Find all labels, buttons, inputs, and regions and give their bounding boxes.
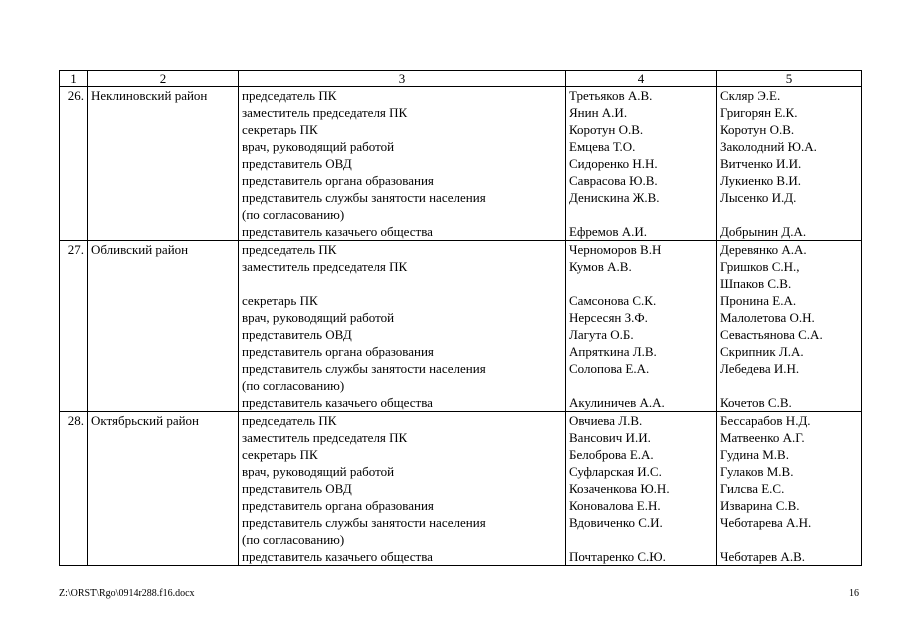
role-line: представитель казачьего общества bbox=[242, 395, 433, 410]
chair-name: Почтаренко С.Ю. bbox=[569, 549, 666, 564]
deputy-name: Григорян Е.К. bbox=[720, 105, 798, 120]
chair-name: Нерсесян З.Ф. bbox=[569, 310, 648, 325]
chair-name: Суфларская И.С. bbox=[569, 464, 662, 479]
chair-name bbox=[569, 275, 713, 292]
role-line: представитель службы занятости населения bbox=[242, 361, 486, 376]
deputy-name: Бессарабов Н.Д. bbox=[720, 413, 811, 428]
deputy-name: Заколодний Ю.А. bbox=[720, 139, 817, 154]
roles-cell bbox=[239, 87, 566, 241]
chair-name: Белоброва Е.А. bbox=[569, 447, 654, 462]
chair-name: Солопова Е.А. bbox=[569, 361, 650, 376]
chair-name: Самсонова С.К. bbox=[569, 293, 657, 308]
chair-name: Янин А.И. bbox=[569, 105, 628, 120]
table-body bbox=[60, 87, 862, 566]
deputy-name: Гилсва Е.С. bbox=[720, 481, 785, 496]
role-line: представитель органа образования bbox=[242, 344, 434, 359]
header-cell-4: 4 bbox=[566, 71, 717, 87]
role-line: представитель казачьего общества bbox=[242, 224, 433, 239]
deputy-name: Севастьянова С.А. bbox=[720, 327, 823, 342]
role-line: председатель ПК bbox=[242, 413, 337, 428]
chair-name: Черноморов В.Н bbox=[569, 242, 662, 257]
deputy-name: Скрипник Л.А. bbox=[720, 344, 804, 359]
role-line: секретарь ПК bbox=[242, 447, 318, 462]
district-name: Неклиновский район bbox=[88, 87, 239, 241]
deputy-name: Лысенко И.Д. bbox=[720, 190, 797, 205]
deputy-name: Коротун О.В. bbox=[720, 122, 795, 137]
deputy-name: Изварина С.В. bbox=[720, 498, 800, 513]
role-line: (по согласованию) bbox=[242, 378, 345, 393]
deputy-name: Матвеенко А.Г. bbox=[720, 430, 805, 445]
role-line: представитель ОВД bbox=[242, 481, 352, 496]
row-number: 27. bbox=[60, 241, 88, 412]
role-line: представитель ОВД bbox=[242, 156, 352, 171]
roles-cell bbox=[239, 241, 566, 412]
deputies-cell bbox=[717, 241, 862, 412]
deputy-name bbox=[720, 206, 858, 223]
header-cell-2: 2 bbox=[88, 71, 239, 87]
chair-name: Кумов А.В. bbox=[569, 259, 632, 274]
deputy-name: Чеботарев А.В. bbox=[720, 549, 805, 564]
chair-name: Сидоренко Н.Н. bbox=[569, 156, 658, 171]
deputies-cell bbox=[717, 412, 862, 566]
role-line: представитель органа образования bbox=[242, 173, 434, 188]
chairs-cell bbox=[566, 241, 717, 412]
chair-name: Апряткина Л.В. bbox=[569, 344, 657, 359]
deputy-name: Гулаков М.В. bbox=[720, 464, 794, 479]
role-line: заместитель председателя ПК bbox=[242, 259, 408, 274]
role-line: представитель службы занятости населения bbox=[242, 515, 486, 530]
header-cell-1: 1 bbox=[60, 71, 88, 87]
role-line: (по согласованию) bbox=[242, 532, 345, 547]
deputy-name: Витченко И.И. bbox=[720, 156, 802, 171]
deputy-name: Шпаков С.В. bbox=[720, 276, 792, 291]
chairs-cell bbox=[566, 412, 717, 566]
chair-name bbox=[569, 531, 713, 548]
district-name: Обливский район bbox=[88, 241, 239, 412]
row-number: 26. bbox=[60, 87, 88, 241]
row-number: 28. bbox=[60, 412, 88, 566]
deputies-cell bbox=[717, 87, 862, 241]
deputy-name: Скляр Э.Е. bbox=[720, 88, 781, 103]
role-line: представитель органа образования bbox=[242, 498, 434, 513]
role-line: председатель ПК bbox=[242, 242, 337, 257]
roles-cell bbox=[239, 412, 566, 566]
table-row bbox=[60, 87, 862, 241]
role-line: председатель ПК bbox=[242, 88, 337, 103]
table-row bbox=[60, 412, 862, 566]
committee-table bbox=[59, 70, 862, 566]
chair-name: Вансович И.И. bbox=[569, 430, 651, 445]
deputy-name: Гришков С.Н., bbox=[720, 259, 800, 274]
chair-name: Лагута О.Б. bbox=[569, 327, 634, 342]
table-row bbox=[60, 241, 862, 412]
chair-name bbox=[569, 206, 713, 223]
district-name: Октябрьский район bbox=[88, 412, 239, 566]
chair-name: Ефремов А.И. bbox=[569, 224, 648, 239]
role-line: врач, руководящий работой bbox=[242, 310, 395, 325]
footer-page-number: 16 bbox=[849, 588, 859, 599]
chair-name: Овчиева Л.В. bbox=[569, 413, 643, 428]
role-line: врач, руководящий работой bbox=[242, 464, 395, 479]
role-line: представитель ОВД bbox=[242, 327, 352, 342]
deputy-name: Добрынин Д.А. bbox=[720, 224, 807, 239]
header-cell-5: 5 bbox=[717, 71, 862, 87]
role-line: врач, руководящий работой bbox=[242, 139, 395, 154]
deputy-name: Лукиенко В.И. bbox=[720, 173, 801, 188]
role-line: заместитель председателя ПК bbox=[242, 105, 408, 120]
deputy-name: Кочетов С.В. bbox=[720, 395, 792, 410]
role-line: секретарь ПК bbox=[242, 293, 318, 308]
chair-name: Коротун О.В. bbox=[569, 122, 644, 137]
deputy-name: Лебедева И.Н. bbox=[720, 361, 800, 376]
role-line bbox=[242, 275, 562, 292]
chair-name: Вдовиченко С.И. bbox=[569, 515, 663, 530]
role-line: (по согласованию) bbox=[242, 207, 345, 222]
chair-name: Саврасова Ю.В. bbox=[569, 173, 658, 188]
chair-name: Акулиничев А.А. bbox=[569, 395, 665, 410]
deputy-name bbox=[720, 377, 858, 394]
chair-name: Третьяков А.В. bbox=[569, 88, 653, 103]
deputy-name: Деревянко А.А. bbox=[720, 242, 807, 257]
column-number-row bbox=[60, 71, 862, 87]
chair-name bbox=[569, 377, 713, 394]
footer-file-path: Z:\ORST\Rgo\0914r288.f16.docx bbox=[59, 588, 195, 599]
deputy-name: Чеботарева А.Н. bbox=[720, 515, 812, 530]
chairs-cell bbox=[566, 87, 717, 241]
chair-name: Коновалова Е.Н. bbox=[569, 498, 661, 513]
role-line: заместитель председателя ПК bbox=[242, 430, 408, 445]
header-cell-3: 3 bbox=[239, 71, 566, 87]
role-line: секретарь ПК bbox=[242, 122, 318, 137]
chair-name: Емцева Т.О. bbox=[569, 139, 636, 154]
chair-name: Денискина Ж.В. bbox=[569, 190, 660, 205]
role-line: представитель казачьего общества bbox=[242, 549, 433, 564]
deputy-name: Гудина М.В. bbox=[720, 447, 789, 462]
deputy-name bbox=[720, 531, 858, 548]
role-line: представитель службы занятости населения bbox=[242, 190, 486, 205]
deputy-name: Малолетова О.Н. bbox=[720, 310, 815, 325]
chair-name: Козаченкова Ю.Н. bbox=[569, 481, 670, 496]
deputy-name: Пронина Е.А. bbox=[720, 293, 797, 308]
